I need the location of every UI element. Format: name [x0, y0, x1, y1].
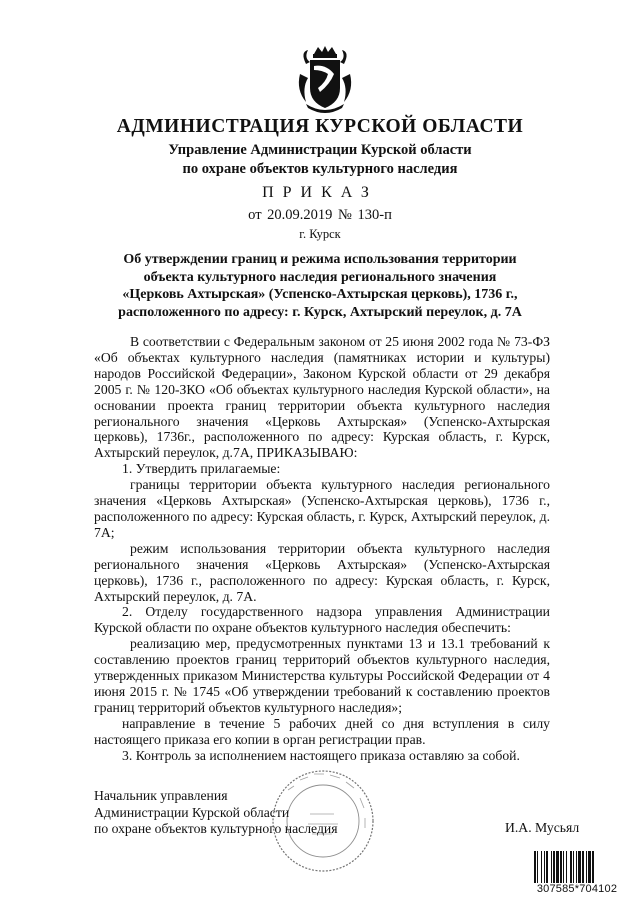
barcode-number: 307585*704102: [531, 883, 623, 895]
document-city: г. Курск: [299, 227, 341, 241]
department-name: [0, 141, 640, 179]
document-type: ПРИКАЗ: [262, 184, 378, 201]
title-line: Об утверждении границ и режима использования территории: [123, 252, 517, 267]
body-paragraph: В соответствии с Федеральным законом от 25 июня 2002 года № 73-ФЗ «Об объектах культурного наследия (памятниках истории и культуры) народов Российской Федерации», Законом Курской области от 29 декабря 2005 г. № 120-ЗКО «Об объектах культурного наследия Курской области», на основании проекта границ территории объекта культурного наследия регионального значения «Церковь Ахтырская» (Успенско-Ахтырская церковь), 1736г., расположенного по адресу: Курская область, г. Курск, Ахтырский переулок, д.7А, ПРИКАЗЫВАЮ:: [94, 334, 550, 461]
title-line: объекта культурного наследия регионального значения: [143, 269, 497, 285]
body-paragraph: направление в течение 5 рабочих дней со дня вступления в силу настоящего приказа его копии в орган регистрации прав.: [94, 715, 550, 747]
document-body: [94, 334, 550, 763]
stamp-icon: [268, 766, 378, 876]
department-line: Управление Администрации Курской области: [168, 142, 472, 158]
body-paragraph: 2. Отделу государственного надзора управления Администрации Курской области по охране объектов культурного наследия обеспечить:: [94, 604, 550, 636]
title-line: «Церковь Ахтырская» (Успенско-Ахтырская церковь), 1736 г.,: [122, 287, 518, 302]
department-line: по охране объектов культурного наследия: [182, 161, 458, 177]
coat-of-arms-icon: [296, 44, 354, 114]
document-title: [0, 251, 640, 321]
body-paragraph: реализацию мер, предусмотренных пунктами 13 и 13.1 требований к составлению проектов границ территорий объектов культурного наследия, утвержденных приказом Министерства культуры Российской Федерации от 4 июня 2015 г. № 1745 «Об утверждении требований к составлению проектов границ территорий объектов культурного наследия»;: [94, 636, 550, 715]
position-line: по охране объектов культурного наследия: [94, 821, 338, 836]
document-date-number: от 20.09.2019 № 130-п: [248, 207, 392, 223]
position-line: Администрации Курской области: [94, 804, 290, 820]
organization-name: АДМИНИСТРАЦИЯ КУРСКОЙ ОБЛАСТИ: [116, 116, 524, 137]
title-line: расположенного по адресу: г. Курск, Ахтырский переулок, д. 7А: [118, 304, 522, 320]
body-paragraph: 1. Утвердить прилагаемые:: [122, 461, 281, 477]
body-paragraph: режим использования территории объекта культурного наследия регионального значения «Церковь Ахтырская» (Успенско-Ахтырская церковь), 1736 г., расположенного по адресу: Курская область, г. Курск, Ахтырский переулок, д. 7А.: [94, 540, 550, 604]
signatory-name: И.А. Мусьял: [505, 820, 580, 835]
body-paragraph: 3. Контроль за исполнением настоящего приказа оставляю за собой.: [122, 747, 520, 763]
body-paragraph: границы территории объекта культурного наследия регионального значения «Церковь Ахтырская» (Успенско-Ахтырская церковь), 1736 г., расположенного по адресу: Курская область, г. Курск, Ахтырский переулок, д. 7А;: [94, 477, 550, 540]
position-line: Начальник управления: [94, 788, 228, 803]
